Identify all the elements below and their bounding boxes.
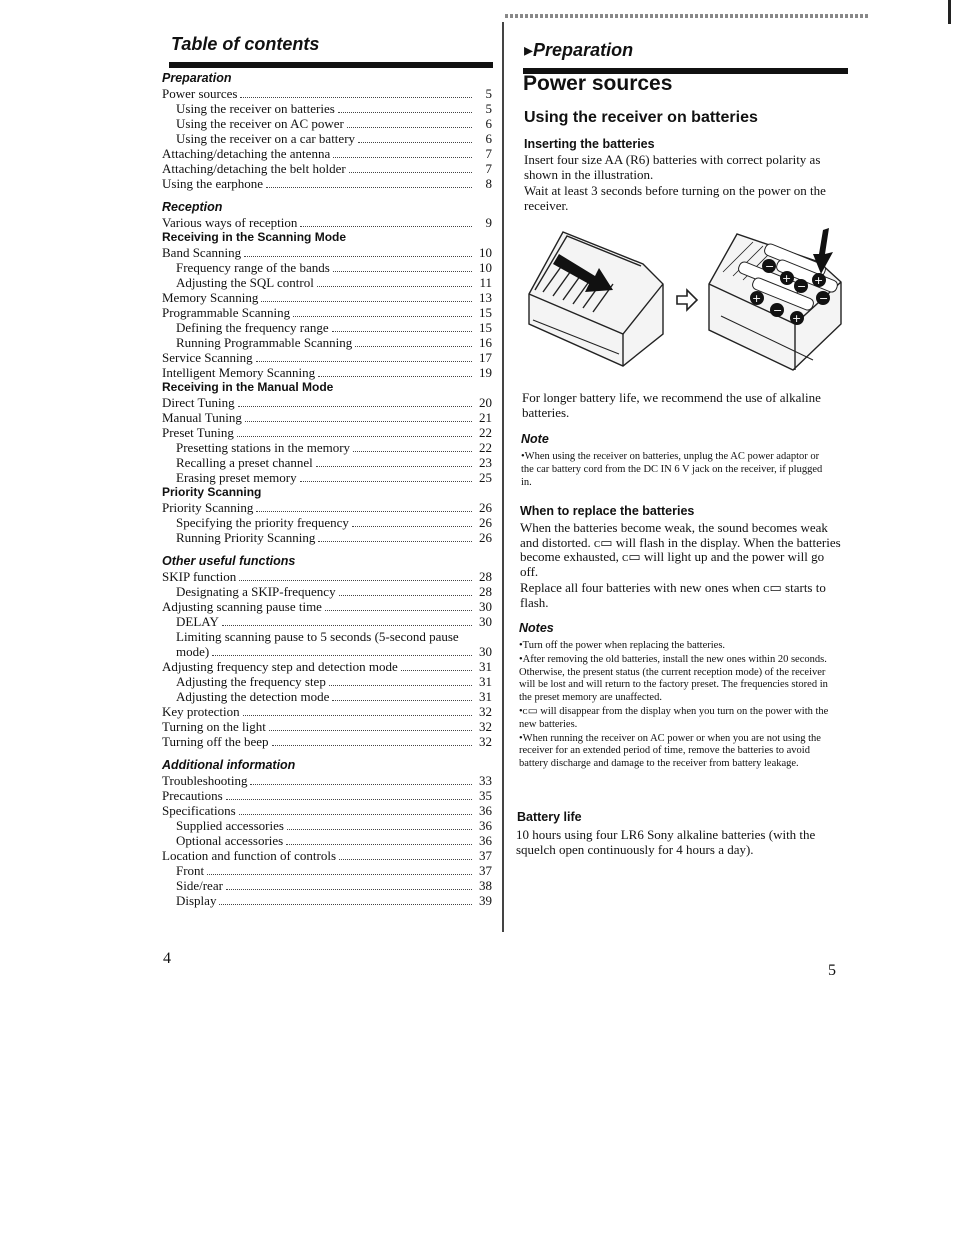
toc-entry-label: Direct Tuning [162, 395, 235, 410]
toc-entry-label: Service Scanning [162, 350, 253, 365]
toc-entry[interactable] [162, 455, 492, 470]
toc-page-number: 36 [479, 833, 492, 848]
toc-entry-label: Location and function of controls [162, 848, 337, 863]
note-heading: Note [521, 432, 549, 446]
leader-dots [272, 745, 472, 746]
toc-entry[interactable] [162, 644, 492, 659]
leader-dots [339, 859, 472, 860]
toc-entry-label: Using the receiver on batteries [176, 101, 335, 116]
toc-page-number: 26 [479, 515, 492, 530]
toc-entry-label: Manual Tuning [162, 410, 242, 425]
toc-entry-label: Adjusting scanning pause time [162, 599, 322, 614]
toc-page-number: 6 [485, 131, 492, 146]
toc-entry-label: Turning off the beep [162, 734, 269, 749]
leader-dots [333, 157, 472, 158]
leader-dots [300, 481, 472, 482]
battery-life-tip: For longer battery life, we recommend the use of alkaline batteries. [522, 390, 821, 420]
toc-entry[interactable] [162, 245, 492, 260]
leader-dots [347, 127, 472, 128]
toc-page-number: 5 [485, 86, 492, 101]
inserting-heading: Inserting the batteries [524, 137, 655, 151]
toc-entry[interactable] [162, 425, 492, 440]
toc-page-number: 35 [479, 788, 492, 803]
toc-page-number: 25 [479, 470, 492, 485]
toc-section-heading: Preparation [162, 71, 232, 85]
toc-page-number: 5 [485, 101, 492, 116]
toc-page-number: 15 [479, 320, 492, 335]
toc-page-number: 32 [479, 704, 492, 719]
toc-entry-label: Precautions [162, 788, 223, 803]
toc-entry-label: Preset Tuning [162, 425, 234, 440]
svg-text:−: − [773, 304, 783, 317]
toc-page-number: 37 [479, 848, 492, 863]
leader-dots [226, 799, 472, 800]
toc-page-number: 10 [479, 260, 492, 275]
leader-dots [286, 844, 472, 845]
toc-entry-label: Running Priority Scanning [176, 530, 316, 545]
leader-dots [329, 685, 472, 686]
toc-entry-label: Running Programmable Scanning [176, 335, 353, 350]
subsection-heading: Using the receiver on batteries [524, 109, 758, 126]
toc-page-number: 6 [485, 116, 492, 131]
toc-page-number: 30 [479, 599, 492, 614]
toc-entry-label: Front [176, 863, 205, 878]
replace-paragraph-2: Replace all four batteries with new ones when ᴄ▭ starts to flash. [520, 580, 826, 610]
inserting-paragraph-2: Wait at least 3 seconds before turning on the power on the receiver. [524, 183, 826, 213]
toc-entry-label: Memory Scanning [162, 290, 259, 305]
leader-dots [261, 301, 472, 302]
toc-page-number: 10 [479, 245, 492, 260]
leader-dots [401, 670, 472, 671]
inserting-paragraph-1: Insert four size AA (R6) batteries with correct polarity as shown in the illustration. [524, 152, 821, 182]
toc-page-number: 28 [479, 569, 492, 584]
leader-dots [339, 595, 472, 596]
leader-dots [239, 814, 472, 815]
toc-entry[interactable] [162, 146, 492, 161]
leader-dots [256, 361, 472, 362]
toc-entry[interactable] [162, 305, 492, 320]
toc-entry-label: Designating a SKIP-frequency [176, 584, 336, 599]
toc-page-number: 31 [479, 659, 492, 674]
toc-page-number: 9 [485, 215, 492, 230]
toc-page-number: 13 [479, 290, 492, 305]
toc-entry[interactable] [162, 116, 492, 131]
toc-entry[interactable] [162, 161, 492, 176]
leader-dots [332, 700, 472, 701]
toc-entry[interactable] [162, 131, 492, 146]
toc-entry-label: SKIP function [162, 569, 237, 584]
leader-dots [318, 376, 472, 377]
toc-page-number: 26 [479, 530, 492, 545]
toc-page-number: 39 [479, 893, 492, 908]
toc-entry[interactable] [162, 893, 492, 908]
toc-section-heading: Additional information [162, 758, 296, 772]
toc-page-number: 7 [485, 146, 492, 161]
toc-page-number: 31 [479, 674, 492, 689]
toc-entry-label: Turning on the light [162, 719, 266, 734]
leader-dots [207, 874, 472, 875]
toc-entry[interactable] [162, 410, 492, 425]
toc-entry[interactable] [162, 176, 492, 191]
leader-dots [256, 511, 472, 512]
next-step-arrow-icon [677, 290, 697, 310]
leader-dots [338, 112, 472, 113]
leader-dots [219, 904, 472, 905]
toc-entry-label: Presetting stations in the memory [176, 440, 351, 455]
leader-dots [352, 526, 472, 527]
toc-page-number: 28 [479, 584, 492, 599]
toc-page-number: 30 [479, 644, 492, 659]
toc-entry-label: Side/rear [176, 878, 223, 893]
svg-text:−: − [765, 260, 775, 273]
leader-dots [355, 346, 472, 347]
leader-dots [238, 406, 472, 407]
toc-entry-label: Adjusting frequency step and detection mode [162, 659, 398, 674]
leader-dots [332, 331, 472, 332]
toc-entry-label: Programmable Scanning [162, 305, 291, 320]
leader-dots [325, 610, 472, 611]
toc-page-number: 36 [479, 818, 492, 833]
section-label: ▸Preparation [524, 40, 634, 60]
svg-text:−: − [819, 292, 829, 305]
toc-page-number: 21 [479, 410, 492, 425]
toc-entry[interactable] [162, 440, 492, 455]
toc-page-number: 33 [479, 773, 492, 788]
toc-entry-label: Display [176, 893, 217, 908]
toc-entry-label: Frequency range of the bands [176, 260, 330, 275]
leader-dots [240, 97, 472, 98]
toc-entry[interactable] [162, 659, 492, 674]
toc-entry-label: DELAY [176, 614, 219, 629]
svg-text:+: + [814, 274, 824, 287]
toc-entry[interactable] [162, 704, 492, 719]
note-item: •When running the receiver on AC power or when you are not using the receiver for an extended period of time, remove the batteries to avoid battery discharge and damage to the receiver from battery leakage. [519, 732, 821, 770]
leader-dots [226, 889, 472, 890]
leader-dots [239, 580, 472, 581]
toc-page-number: 38 [479, 878, 492, 893]
toc-page-number: 23 [479, 455, 492, 470]
toc-entry[interactable] [162, 500, 492, 515]
leader-dots [212, 655, 472, 656]
scan-edge-mark [948, 0, 951, 24]
toc-entry[interactable] [162, 788, 492, 803]
page-number-left: 4 [163, 950, 171, 967]
toc-entry[interactable] [162, 863, 492, 878]
toc-entry-label: Using the receiver on a car battery [176, 131, 356, 146]
toc-entry[interactable] [162, 275, 492, 290]
toc-entry-label: Optional accessories [176, 833, 284, 848]
battery-insertion-illustration [523, 224, 843, 376]
leader-dots [358, 142, 472, 143]
leader-dots [318, 541, 472, 542]
toc-entry-label: Supplied accessories [176, 818, 284, 833]
replace-paragraph-1: When the batteries become weak, the sound becomes weak and distorted. ᴄ▭ will flash in the display. When the batteries become exhausted, ᴄ▭ will light up and the power will go off. [520, 520, 841, 579]
toc-subheading: Receiving in the Scanning Mode [162, 230, 347, 244]
toc-entry[interactable] [162, 599, 492, 614]
toc-page-number: 20 [479, 395, 492, 410]
toc-entry[interactable] [162, 350, 492, 365]
svg-text:−: − [797, 280, 807, 293]
toc-entry-label: Intelligent Memory Scanning [162, 365, 316, 380]
toc-page-number: 26 [479, 500, 492, 515]
leader-dots [269, 730, 472, 731]
svg-text:+: + [792, 312, 802, 325]
toc-entry-label: Specifying the priority frequency [176, 515, 349, 530]
toc-page-number: 32 [479, 719, 492, 734]
leader-dots [243, 715, 472, 716]
battery-life-text: 10 hours using four LR6 Sony alkaline batteries (with the squelch open continuously for 4 hours a day). [516, 827, 816, 857]
toc-entry[interactable] [162, 719, 492, 734]
toc-page-number: 31 [479, 689, 492, 704]
replace-heading: When to replace the batteries [520, 504, 695, 518]
toc-entry[interactable] [162, 320, 492, 335]
svg-text:+: + [782, 272, 792, 285]
toc-page-number: 16 [479, 335, 492, 350]
toc-entry[interactable] [162, 515, 492, 530]
toc-entry[interactable] [162, 734, 492, 749]
note-item: •After removing the old batteries, install the new ones within 20 seconds. Otherwise, the present status (the current reception mode) of the receiver will be lost and will return to the factory preset. The frequencies stored in the preset memory are unaffected. [519, 653, 828, 704]
leader-dots [300, 226, 472, 227]
notes-heading: Notes [519, 621, 554, 635]
toc-entry[interactable] [162, 569, 492, 584]
toc-entry[interactable] [162, 215, 492, 230]
leader-dots [316, 466, 472, 467]
toc-entry-label: Key protection [162, 704, 240, 719]
toc-entry[interactable] [162, 530, 492, 545]
toc-entry-label: Various ways of reception [162, 215, 298, 230]
leader-dots [287, 829, 472, 830]
toc-page-number: 22 [479, 440, 492, 455]
toc-entry-label: Recalling a preset channel [176, 455, 313, 470]
toc-page-number: 7 [485, 161, 492, 176]
battery-life-heading: Battery life [517, 810, 582, 824]
leader-dots [317, 286, 472, 287]
toc-entry-label: Attaching/detaching the belt holder [162, 161, 346, 176]
toc-entry-label: Specifications [162, 803, 236, 818]
toc-entry[interactable] [162, 878, 492, 893]
note-text: •When using the receiver on batteries, unplug the AC power adaptor or the car battery cord from the DC IN 6 V jack on the receiver, if plugged in. [521, 451, 823, 488]
leader-dots [244, 256, 472, 257]
toc-page-number: 19 [479, 365, 492, 380]
toc-entry-label: Erasing preset memory [176, 470, 297, 485]
toc-entry-label: mode) [176, 644, 210, 659]
toc-entry-label: Adjusting the detection mode [176, 689, 330, 704]
leader-dots [245, 421, 472, 422]
toc-entry[interactable] [162, 470, 492, 485]
page-title: Power sources [523, 72, 673, 95]
toc-entry[interactable] [162, 290, 492, 305]
note-item: •Turn off the power when replacing the batteries. [519, 640, 726, 651]
toc-entry[interactable] [162, 260, 492, 275]
leader-dots [266, 187, 472, 188]
leader-dots [349, 172, 472, 173]
toc-entry[interactable] [162, 674, 492, 689]
toc-entry[interactable] [162, 803, 492, 818]
toc-entry-label: Attaching/detaching the antenna [162, 146, 331, 161]
leader-dots [353, 451, 472, 452]
toc-entry[interactable] [162, 86, 492, 101]
toc-entry-label: Adjusting the SQL control [176, 275, 314, 290]
toc-entry-label: Adjusting the frequency step [176, 674, 326, 689]
toc-entry[interactable] [162, 335, 492, 350]
toc-entry[interactable] [162, 395, 492, 410]
toc-entry-label: Using the receiver on AC power [176, 116, 344, 131]
toc-title-rule [169, 62, 493, 68]
toc-entry-label: Troubleshooting [162, 773, 248, 788]
toc-entry-label: Priority Scanning [162, 500, 254, 515]
toc-page-number: 30 [479, 614, 492, 629]
toc-section-heading: Other useful functions [162, 554, 296, 568]
toc-entry-label: Power sources [162, 86, 238, 101]
toc-page-number: 17 [479, 350, 492, 365]
toc-entry-label: Defining the frequency range [176, 320, 329, 335]
toc-subheading: Priority Scanning [162, 485, 262, 499]
scan-artifact [505, 14, 870, 18]
toc-entry[interactable] [162, 365, 492, 380]
toc-entry[interactable] [162, 689, 492, 704]
note-item: •ᴄ▭ will disappear from the display when you turn on the power with the new batteries. [519, 705, 829, 730]
toc-page-number: 37 [479, 863, 492, 878]
toc-page-number: 11 [479, 275, 492, 290]
leader-dots [293, 316, 472, 317]
toc-entry-text: Limiting scanning pause to 5 seconds (5-second pause [176, 629, 459, 644]
toc-subheading: Receiving in the Manual Mode [162, 380, 334, 394]
toc-page-number: 15 [479, 305, 492, 320]
toc-page-number: 36 [479, 803, 492, 818]
toc-entry[interactable] [162, 773, 492, 788]
toc-entry[interactable] [162, 833, 492, 848]
page-gutter-line [502, 22, 504, 932]
leader-dots [222, 625, 472, 626]
toc-entry[interactable] [162, 818, 492, 833]
leader-dots [333, 271, 472, 272]
toc-page-number: 32 [479, 734, 492, 749]
svg-text:+: + [752, 292, 762, 305]
toc-entry-label: Band Scanning [162, 245, 242, 260]
toc-title: Table of contents [171, 34, 320, 54]
page-number-right: 5 [828, 962, 836, 979]
toc-section-heading: Reception [162, 200, 223, 214]
toc-entry[interactable] [162, 848, 492, 863]
leader-dots [237, 436, 472, 437]
receiver-back-open-icon [529, 232, 663, 366]
toc-entry[interactable] [162, 101, 492, 116]
leader-dots [250, 784, 472, 785]
toc-entry-label: Using the earphone [162, 176, 264, 191]
toc-page-number: 8 [485, 176, 492, 191]
toc-entry[interactable] [162, 614, 492, 629]
table-of-contents [162, 70, 492, 908]
notes-list [519, 640, 835, 771]
toc-entry[interactable] [162, 584, 492, 599]
toc-page-number: 22 [479, 425, 492, 440]
